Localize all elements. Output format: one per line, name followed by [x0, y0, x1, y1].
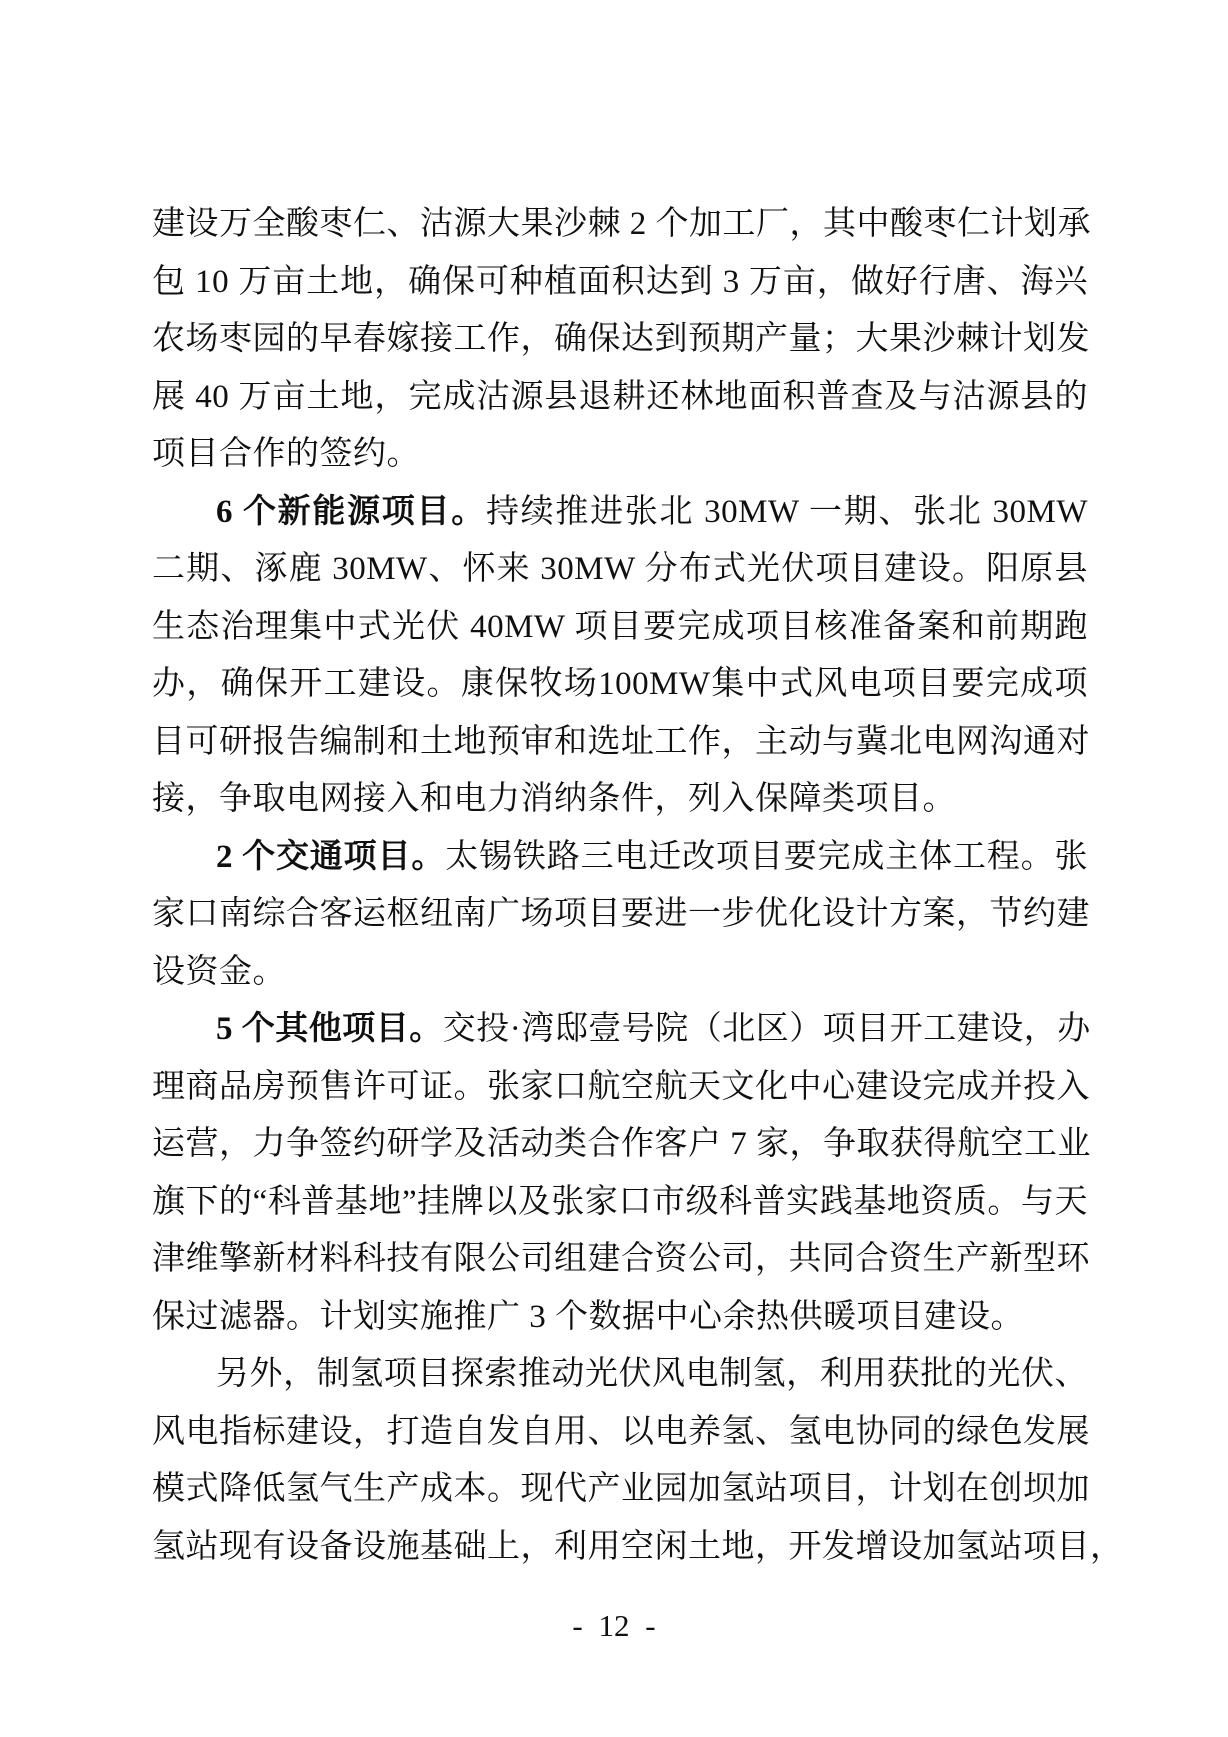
text-run: 目可研报告编制和土地预审和选址工作，主动与冀北电网沟通对: [152, 723, 1090, 760]
text-line: [152, 1289, 1088, 1347]
text-line: [152, 254, 1088, 312]
page-number: - 12 -: [572, 1608, 656, 1643]
paragraph: [152, 1346, 1124, 1576]
text-line: [152, 196, 1091, 254]
text-line: [152, 656, 1088, 714]
text-line: [152, 1231, 1088, 1289]
text-run: 另外，制氢项目探索推动光伏风电制氢，利用获批的光伏、: [216, 1356, 1088, 1392]
text-run: 生态治理集中式光伏 40MW 项目要完成项目核准备案和前期跑: [152, 608, 1088, 645]
text-run: 展 40 万亩土地，完成沽源县退耕还林地面积普查及与沽源县的: [152, 378, 1088, 415]
text-run: 风电指标建设，打造自发自用、以电养氢、氢电协同的绿色发展: [152, 1413, 1090, 1450]
text-line: [152, 1001, 1091, 1059]
paragraph: [152, 1001, 1091, 1346]
text-run: 太锡铁路三电迁改项目要完成主体工程。张: [445, 838, 1089, 875]
text-run: 理商品房预售许可证。张家口航空航天文化中心建设完成并投入: [152, 1068, 1090, 1105]
text-run: 包 10 万亩土地，确保可种植面积达到 3 万亩，做好行唐、海兴: [152, 263, 1088, 300]
text-line: [152, 484, 1088, 542]
paragraph: [152, 196, 1091, 484]
text-line: [152, 886, 1088, 944]
text-run: 津维擎新材料科技有限公司组建合资公司，共同合资生产新型环: [152, 1241, 1090, 1277]
text-line: [152, 1346, 1088, 1404]
text-run: 设资金。: [152, 953, 286, 990]
heading-run: 6 个新能源项目。: [216, 493, 486, 530]
text-line: [152, 1519, 1124, 1577]
paragraph: [152, 829, 1088, 1002]
text-run: 模式降低氢气生产成本。现代产业园加氢站项目，计划在创坝加: [152, 1471, 1090, 1507]
paragraph: [152, 484, 1088, 829]
text-run: 接，争取电网接入和电力消纳条件，列入保障类项目。: [152, 781, 956, 817]
text-run: 家口南综合客运枢纽南广场项目要进一步优化设计方案，节约建: [152, 896, 1090, 932]
text-run: 办，确保开工建设。康保牧场100MW集中式风电项目要完成项: [152, 666, 1088, 702]
text-run: 二期、涿鹿 30MW、怀来 30MW 分布式光伏项目建设。阳原县: [152, 551, 1088, 587]
text-run: 农场枣园的早春嫁接工作，确保达到预期产量；大果沙棘计划发: [152, 321, 1090, 357]
text-line: [152, 1461, 1088, 1519]
text-line: [152, 311, 1088, 369]
text-run: 建设万全酸枣仁、沽源大果沙棘 2 个加工厂，其中酸枣仁计划承: [152, 206, 1091, 242]
text-line: [152, 771, 1088, 829]
heading-run: 2 个交通项目。: [216, 838, 446, 875]
text-line: [152, 1404, 1088, 1462]
heading-run: 5 个其他项目。: [216, 1011, 443, 1047]
text-line: [152, 1174, 1088, 1232]
text-line: [152, 1116, 1091, 1174]
text-run: 项目合作的签约。: [152, 436, 420, 472]
text-line: [152, 1059, 1088, 1117]
text-run: 交投·湾邸壹号院（北区）项目开工建设，办: [442, 1011, 1091, 1047]
text-run: 运营，力争签约研学及活动类合作客户 7 家，争取获得航空工业: [152, 1126, 1091, 1162]
text-line: [152, 599, 1088, 657]
text-line: [152, 714, 1088, 772]
text-run: 旗下的“科普基地”挂牌以及张家口市级科普实践基地资质。与天: [152, 1183, 1088, 1220]
text-line: [152, 541, 1088, 599]
text-run: 保过滤器。计划实施推广 3 个数据中心余热供暖项目建设。: [152, 1298, 1024, 1335]
text-line: [152, 426, 1088, 484]
text-line: [152, 944, 1088, 1002]
document-content: [152, 196, 1124, 1576]
text-run: 持续推进张北 30MW 一期、张北 30MW: [485, 493, 1089, 530]
text-line: [152, 829, 1088, 887]
text-line: [152, 369, 1088, 427]
text-run: 氢站现有设备设施基础上，利用空闲土地，开发增设加氢站项目，: [152, 1528, 1124, 1565]
